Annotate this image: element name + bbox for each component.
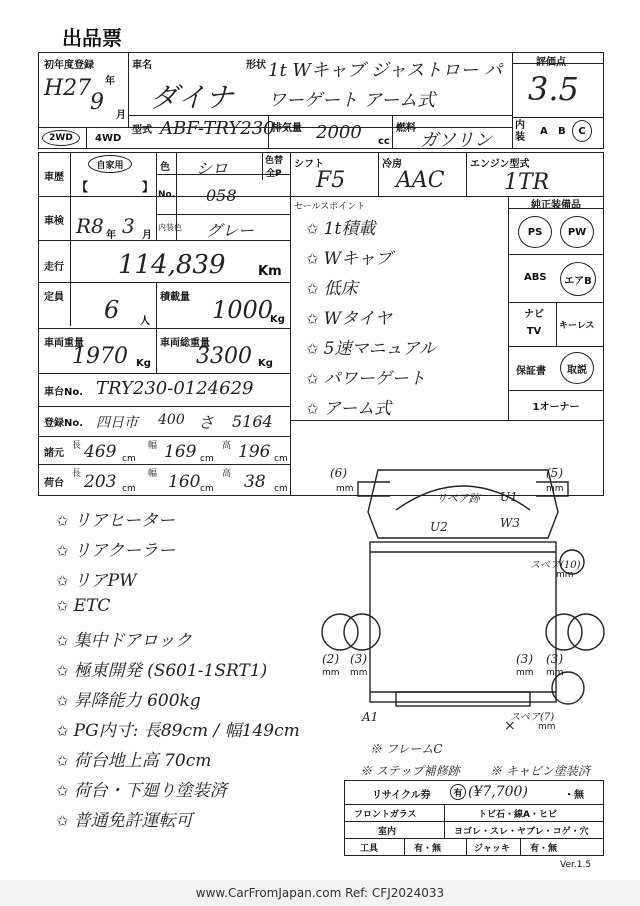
gross-value: 3300 <box>196 344 252 369</box>
load-label: 積載量 <box>160 292 190 303</box>
type-value: 1t Wキャブ ジャストロー パワーゲート アーム式 <box>268 60 502 111</box>
diag-mm-7: mm <box>546 668 564 678</box>
drive-2wd-circle: 2WD <box>42 130 80 146</box>
bed-height: 38 <box>244 472 266 492</box>
wheel-fl <box>322 614 358 650</box>
equipment-label: 純正装備品 <box>531 200 581 211</box>
bracket-open: 【 <box>76 180 89 194</box>
note-item: ✩ 荷台地上高 70cm <box>56 751 212 771</box>
keyless-label: キーレス <box>559 321 595 331</box>
gross-label: 車両総重量 <box>160 338 210 349</box>
first-reg-month: 9 <box>90 90 104 115</box>
diag-repair: リペア跡 <box>436 492 480 505</box>
wheel-fr-2 <box>568 614 604 650</box>
weight-value: 1970 <box>72 344 128 369</box>
history-label: 車歴 <box>44 172 64 183</box>
bed-height-unit: cm <box>274 484 288 494</box>
wheel-fl-2 <box>344 614 380 650</box>
pw-circle: PW <box>560 216 594 248</box>
recycle-label: リサイクル券 <box>372 790 431 801</box>
diag-front-left: (6) <box>330 466 347 480</box>
manual-circle: 取説 <box>560 352 594 384</box>
windshield-label: フロントガラス <box>354 810 417 820</box>
chassis-value: TRY230-0124629 <box>96 378 254 399</box>
capacity-value: 6 <box>104 296 120 324</box>
diag-mm-4: mm <box>322 668 340 678</box>
dim-width-unit: cm <box>200 454 214 464</box>
shift-value: F5 <box>316 168 346 193</box>
sales-point: ✩ Wタイヤ <box>306 309 392 329</box>
fuel-label: 燃料 <box>396 123 416 134</box>
notes-list <box>56 506 300 836</box>
inspection-month-label: 月 <box>142 230 152 241</box>
score-label: 評価点 <box>536 57 566 68</box>
sales-point: ✩ 5速マニュアル <box>306 339 436 359</box>
diag-rear-left-1: (2) <box>322 652 339 666</box>
aircon-value: AAC <box>396 168 445 193</box>
score-value: 3.5 <box>528 70 579 108</box>
name-value: ダイナ <box>150 81 234 114</box>
note-item: ✩ リアヒーター <box>56 511 175 531</box>
sales-points-label: セールスポイント <box>294 202 366 212</box>
color-change-label: 色替 <box>265 156 284 166</box>
diag-note-frame: ※ フレームC <box>370 742 443 756</box>
bed-length-label: 長 <box>72 469 82 479</box>
bed-length: 203 <box>84 472 117 492</box>
gross-unit: Kg <box>258 358 273 369</box>
shift-label: シフト <box>294 159 324 170</box>
sales-point: ✩ 低床 <box>306 279 358 299</box>
bed-width: 160 <box>168 472 201 492</box>
airbag-circle: エアB <box>560 262 596 296</box>
diag-front-right: (5) <box>546 466 563 480</box>
inspection-label: 車検 <box>44 216 64 227</box>
interior-a: A <box>540 126 548 137</box>
color-no-label: No. <box>158 190 176 200</box>
note-item: ✩ ETC <box>56 596 111 616</box>
interior-color-label: 内装色 <box>158 223 182 232</box>
year-label: 年 <box>105 76 115 87</box>
registration-class: 400 <box>158 412 185 428</box>
diag-rear-right-2: (3) <box>546 652 563 666</box>
wheel-fr <box>546 614 582 650</box>
dim-height-label: 高 <box>222 441 232 451</box>
inspection-year-label: 年 <box>106 230 116 241</box>
diag-note-step: ※ ステップ補修跡 <box>360 764 460 778</box>
bed-width-label: 幅 <box>148 469 158 479</box>
drive-4wd: 4WD <box>95 133 122 144</box>
diag-u2: U2 <box>430 520 448 534</box>
dimensions-label: 諸元 <box>44 448 64 459</box>
diag-mm-2: mm <box>546 484 564 494</box>
type-label: 形状 <box>246 60 266 71</box>
diag-u1: U1 <box>500 490 518 504</box>
interior-b: B <box>558 126 566 137</box>
color-label: 色 <box>160 162 170 173</box>
tools-value: 有・無 <box>414 844 442 854</box>
engine-label: エンジン型式 <box>470 159 530 170</box>
diag-mm-3: mm <box>556 570 574 580</box>
mileage-unit: Km <box>258 264 282 279</box>
diag-rear-right-1: (3) <box>516 652 533 666</box>
bed-width-unit: cm <box>200 484 214 494</box>
load-unit: Kg <box>270 314 285 325</box>
interior-c-circle: C <box>572 120 592 142</box>
weight-label: 車両重量 <box>44 338 84 349</box>
bed-label: 荷台 <box>44 478 64 489</box>
sales-point: ✩ パワーゲート <box>306 369 426 389</box>
engine-value: 1TR <box>504 170 550 195</box>
dim-length: 469 <box>84 442 117 462</box>
ps-circle: PS <box>518 216 552 248</box>
bed-height-label: 高 <box>222 469 232 479</box>
model-value: ABF-TRY230 <box>160 118 275 139</box>
cabin-value: ヨゴレ・スレ・ヤブレ・コゲ・穴 <box>454 827 589 837</box>
diag-w3: W3 <box>500 516 520 530</box>
diag-mm-1: mm <box>336 484 354 494</box>
diag-mm-5: mm <box>350 668 368 678</box>
sales-point: ✩ Wキャブ <box>306 249 393 269</box>
abs-label: ABS <box>524 272 547 283</box>
footer-text: www.CarFromJapan.com Ref: CFJ2024033 <box>195 886 445 900</box>
registration-kana: さ <box>198 413 215 432</box>
navi-tv-label: ナビ TV <box>524 309 544 337</box>
recycle-no: ・無 <box>564 790 584 801</box>
version-label: Ver.1.5 <box>560 860 592 870</box>
diag-a1: A1 <box>362 710 379 724</box>
cc-label: cc <box>378 136 390 147</box>
model-label: 型式 <box>132 125 152 136</box>
dim-length-label: 長 <box>72 441 82 451</box>
cabin-label: 室内 <box>378 827 397 837</box>
color-all-label: 全P <box>266 169 282 179</box>
note-item: ✩ 荷台・下廻り塗装済 <box>56 781 227 801</box>
first-reg-label: 初年度登録 <box>44 60 94 71</box>
tailgate <box>396 692 530 706</box>
dim-length-unit: cm <box>122 454 136 464</box>
interior-label: 内装 <box>515 120 525 143</box>
diag-rear-left-2: (3) <box>350 652 367 666</box>
load-value: 1000 <box>212 296 274 324</box>
bed-length-unit: cm <box>122 484 136 494</box>
capacity-label: 定員 <box>44 292 64 303</box>
color-no-value: 058 <box>206 186 237 205</box>
diag-note-cab: ※ キャビン塗装済 <box>490 764 590 778</box>
fuel-value: ガソリン <box>420 130 492 151</box>
sales-points-list <box>306 214 436 424</box>
dim-height: 196 <box>238 442 271 462</box>
note-item: ✩ リアPW <box>56 571 137 591</box>
sales-point: ✩ 1t積載 <box>306 219 376 239</box>
sales-point: ✩ アーム式 <box>306 399 392 419</box>
registration-label: 登録No. <box>44 418 84 429</box>
name-label: 車名 <box>132 60 152 71</box>
recycle-yes-circle: 有 <box>450 784 466 800</box>
dim-width-label: 幅 <box>148 441 158 451</box>
inspection-month: 3 <box>122 214 135 238</box>
diag-spare-lower: スペア(7) <box>510 712 555 723</box>
dim-height-unit: cm <box>274 454 288 464</box>
dim-width: 169 <box>164 442 197 462</box>
mileage-value: 114,839 <box>118 250 226 280</box>
aircon-label: 冷房 <box>382 159 402 170</box>
tools-label: 工具 <box>360 844 379 854</box>
capacity-unit: 人 <box>140 316 150 327</box>
mileage-label: 走行 <box>44 262 64 273</box>
diag-mm-6: mm <box>516 668 534 678</box>
interior-color-value: グレー <box>206 221 255 240</box>
bed-outline <box>370 542 556 702</box>
displacement-label: 排気量 <box>272 123 302 134</box>
registration-number: 5164 <box>232 412 273 431</box>
bracket-close: 】 <box>142 180 155 194</box>
recycle-amount: (¥7,700) <box>468 784 528 800</box>
diag-spare-upper: スペア(10) <box>530 560 581 571</box>
note-item: ✩ 普通免許運転可 <box>56 811 193 831</box>
month-label: 月 <box>116 110 126 121</box>
weight-unit: Kg <box>136 358 151 369</box>
note-item: ✩ 極東開発 (S601-1SRT1) <box>56 661 268 681</box>
note-item: ✩ リアクーラー <box>56 541 176 561</box>
warranty-label: 保証書 <box>516 366 546 377</box>
note-item: ✩ PG内寸: 長89cm / 幅149cm <box>56 721 300 741</box>
registration-region: 四日市 <box>96 415 138 431</box>
note-item: ✩ 集中ドアロック <box>56 631 192 651</box>
jack-label: ジャッキ <box>474 844 510 854</box>
page-title: 出品票 <box>62 26 122 50</box>
displacement-value: 2000 <box>316 122 362 143</box>
owner-label: 1オーナー <box>532 402 580 413</box>
diag-mm-8: mm <box>538 722 556 732</box>
first-reg-era: H27 <box>44 76 92 101</box>
chassis-label: 車台No. <box>44 387 84 398</box>
diag-x-mark: × <box>504 718 516 734</box>
note-item: ✩ 昇降能力 600kg <box>56 691 201 711</box>
color-value: シロ <box>196 159 229 178</box>
windshield-value: トビ石・線A・ヒビ <box>478 810 557 820</box>
jack-value: 有・無 <box>530 844 558 854</box>
own-use-circle: 自家用 <box>88 155 132 173</box>
inspection-value: R8 <box>76 214 104 238</box>
